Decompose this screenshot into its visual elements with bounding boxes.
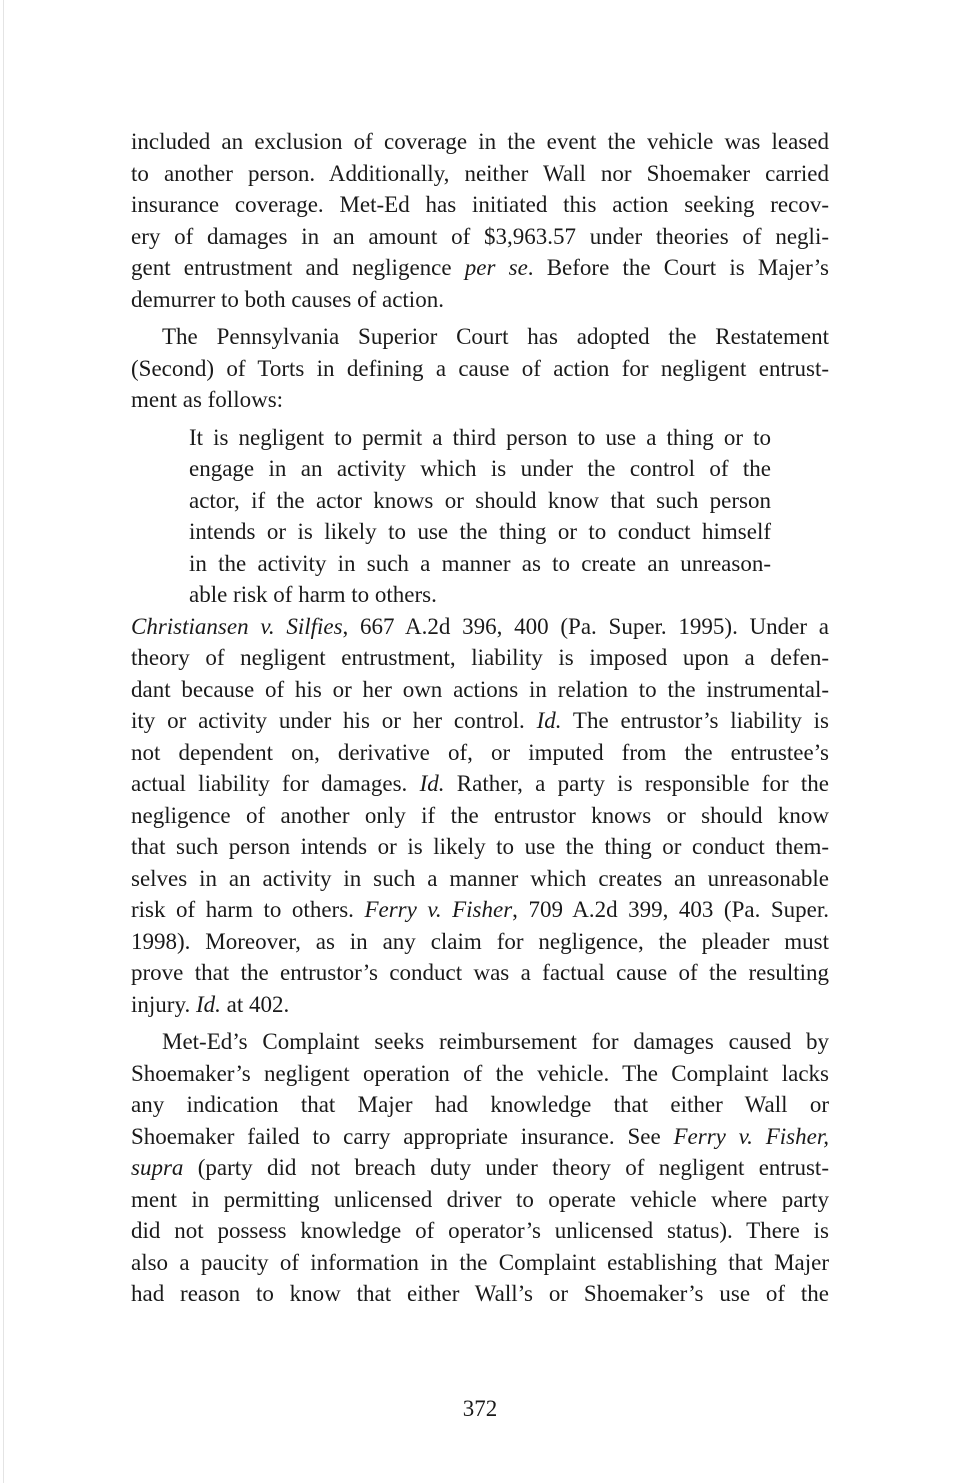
text-line: did not possess knowledge of operator’s unlicensed status). There is — [131, 1218, 829, 1243]
text-line: to another person. Additionally, neither Wall nor Shoemaker carried — [131, 160, 829, 186]
quote-line: intends or is likely to use the thing or to conduct himself — [189, 519, 771, 544]
text-run: , 709 A.2d 399, 403 (Pa. Super. — [512, 897, 830, 922]
text-run: actual liability for damages. — [131, 771, 420, 796]
text-line: Met-Ed’s Complaint seeks reimbursement for damages caused by — [162, 1029, 829, 1054]
text-run: injury. — [131, 991, 196, 1017]
quote-line: able risk of harm to others. — [189, 582, 437, 607]
quote-line: It is negligent to permit a third person to use a thing or to — [189, 424, 771, 450]
text-line — [131, 1152, 829, 1184]
text-line: selves in an activity in such a manner which creates an unreasonable — [131, 865, 829, 891]
text-line: ery of damages in an amount of $3,963.57 under theories of negli- — [131, 223, 829, 249]
case-citation: Ferry v. Fisher — [364, 897, 513, 922]
text-run: . Before the Court is Majer’s — [527, 255, 829, 280]
quote-line: actor, if the actor knows or should know that such person — [189, 487, 771, 513]
text-line — [131, 611, 829, 643]
text-line: that such person intends or is likely to use the thing or conduct them- — [131, 834, 829, 859]
text-run: risk of harm to others. — [131, 897, 365, 922]
text-line — [131, 894, 829, 926]
case-citation: Id. — [419, 771, 445, 796]
text-run: at 402. — [220, 991, 290, 1017]
case-citation: Id. — [195, 991, 221, 1017]
paragraph-1 — [131, 126, 829, 315]
case-citation: Christiansen v. Silfies — [131, 613, 343, 639]
text-line: not dependent on, derivative of, or imputed from the entrustee’s — [131, 739, 829, 765]
text-line — [131, 705, 829, 737]
text-run: Rather, a party is responsible for the — [444, 771, 829, 796]
text-line: demurrer to both causes of action. — [131, 286, 444, 312]
text-line: had reason to know that either Wall’s or Shoemaker’s use of the — [131, 1281, 829, 1306]
text-line: Shoemaker’s negligent operation of the vehicle. The Complaint lacks — [131, 1060, 829, 1086]
text-line: theory of negligent entrustment, liability is imposed upon a defen- — [131, 645, 829, 670]
paragraph-2 — [131, 321, 829, 416]
body-text — [131, 126, 829, 1310]
text-run: , 667 A.2d 396, 400 (Pa. Super. 1995). Under a — [342, 613, 829, 639]
text-line: also a paucity of information in the Complaint establishing that Majer — [131, 1249, 829, 1275]
text-line — [131, 1121, 829, 1153]
text-line — [131, 989, 829, 1021]
quote-line: in the activity in such a manner as to create an unreason- — [189, 550, 771, 576]
paragraph-4 — [131, 1026, 829, 1310]
text-run: Shoemaker failed to carry appropriate insurance. See — [131, 1123, 674, 1149]
text-line: (Second) of Torts in defining a cause of action for negligent entrust- — [131, 355, 829, 381]
page-number: 372 — [462, 1396, 498, 1421]
block-quote — [189, 422, 771, 611]
text-line: ment in permitting unlicensed driver to operate vehicle where party — [131, 1186, 829, 1212]
text-run: (party did not breach duty under theory of negligent entrust- — [183, 1155, 829, 1180]
text-line: prove that the entrustor’s conduct was a factual cause of the resulting — [131, 960, 829, 985]
case-citation: Ferry v. Fisher, — [673, 1123, 829, 1149]
text-run: The entrustor’s liability is — [561, 708, 829, 733]
text-line: ment as follows: — [131, 387, 284, 412]
text-run: ity or activity under his or her control. — [131, 708, 537, 733]
quote-line: engage in an activity which is under the control of the — [189, 456, 771, 481]
text-line: insurance coverage. Met-Ed has initiated this action seeking recov- — [131, 192, 829, 217]
text-line: any indication that Majer had knowledge that either Wall or — [131, 1092, 829, 1117]
text-line: The Pennsylvania Superior Court has adopted the Restatement — [162, 324, 829, 349]
case-citation: Id. — [536, 708, 562, 733]
text-line — [131, 252, 829, 284]
text-line: included an exclusion of coverage in the event the vehicle was leased — [131, 129, 829, 154]
text-line: dant because of his or her own actions in relation to the instrumental- — [131, 676, 829, 702]
italic-text: per se — [464, 255, 528, 280]
text-line — [131, 768, 829, 800]
text-line: 1998). Moreover, as in any claim for negligence, the pleader must — [131, 928, 829, 954]
case-citation: supra — [131, 1155, 184, 1180]
text-run: gent entrustment and negligence — [131, 255, 465, 280]
text-line: negligence of another only if the entrustor knows or should know — [131, 802, 829, 828]
paragraph-3 — [131, 611, 829, 1021]
page-edge — [3, 0, 4, 1483]
